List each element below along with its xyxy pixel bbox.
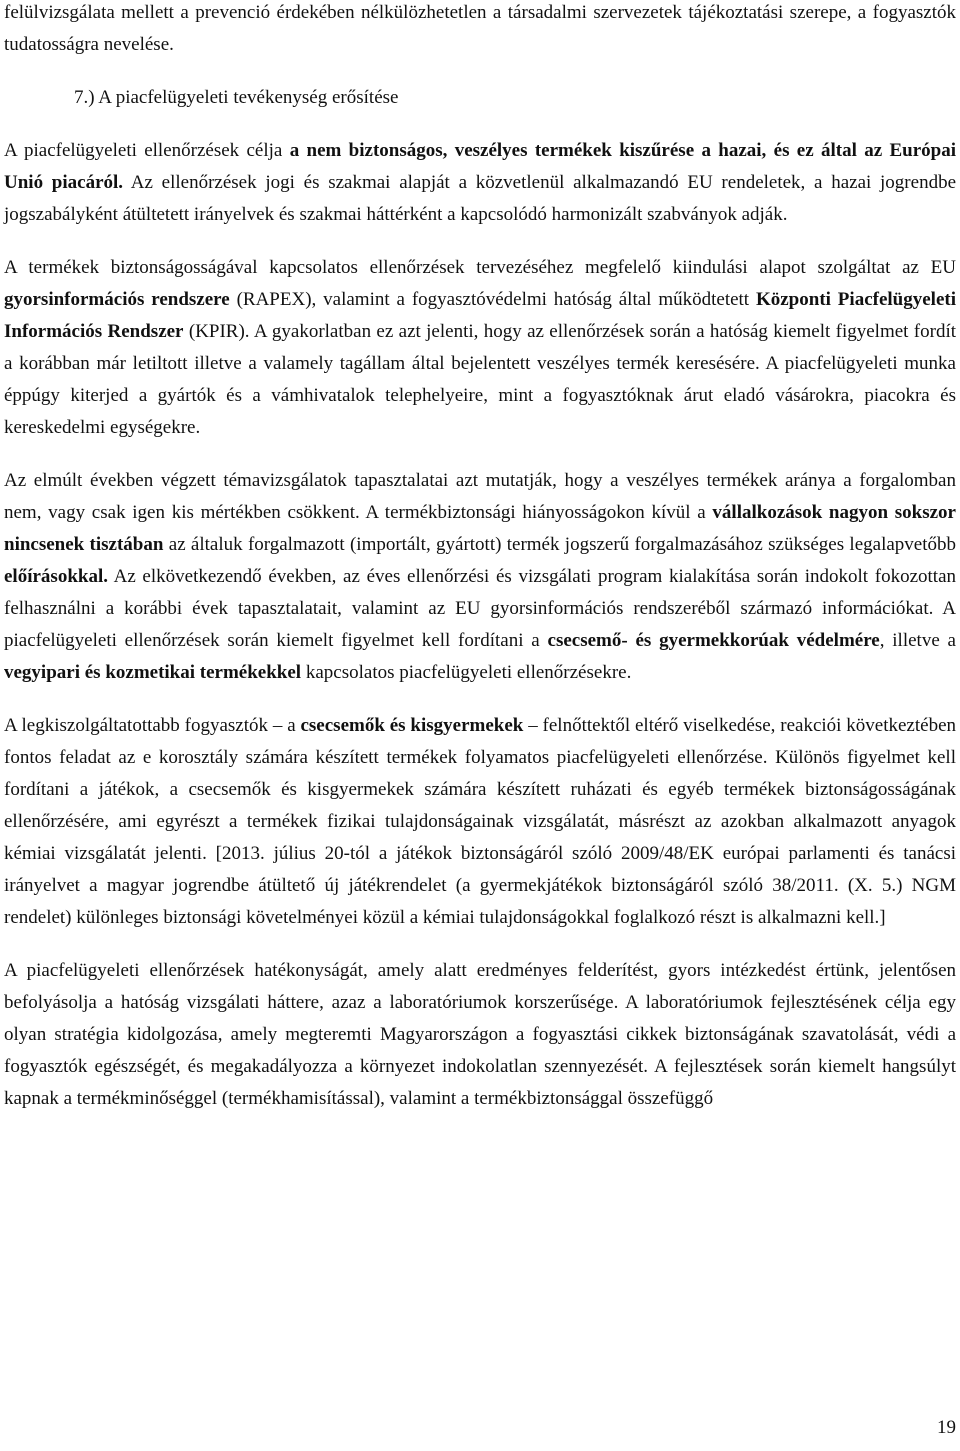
text-segment: az általuk forgalmazott (importált, gyártott) termék jogszerű forgalmazásához szükséges legalapvetőbb xyxy=(163,534,956,555)
page-number: 19 xyxy=(937,1417,956,1438)
paragraph-children-products xyxy=(4,710,956,934)
spacer xyxy=(4,61,956,82)
spacer xyxy=(4,934,956,955)
bold-segment: gyorsinformációs rendszere xyxy=(4,289,230,310)
text-segment: – felnőttektől eltérő viselkedése, reakciói következtében fontos feladat az e korosztály számára készített termékek folyamatos piacfelügyeleti ellenőrzése. Különös figyelmet kell fordítani a játékok, a csecsemők és kisgyermekek számára készített ruházati és egyéb termékek biztonságosságának ellenőrzésére, ami egyrészt a termékek fizikai tulajdonságainak vizsgálatát, másrészt az azokban alkalmazott anyagok kémiai vizsgálatát jelenti. [2013. július 20-tól a játékok biztonságáról szóló 2009/48/EK európai parlamenti és tanácsi irányelvet a magyar jogrendbe átültető új játékrendelet (a gyermekjátékok biztonságáról szóló 38/2011. (X. 5.) NGM rendelet) különleges biztonsági követelményei közül a kémiai tulajdonságokkal foglalkozó részt is alkalmazni kell.] xyxy=(4,715,956,928)
text-segment: Az ellenőrzések jogi és szakmai alapját a közvetlenül alkalmazandó EU rendeletek, a hazai jogrendbe jogszabályként átültetett irányelvek és szakmai háttérként a kapcsolódó harmonizált szabványok adják. xyxy=(4,172,957,225)
spacer xyxy=(4,689,956,710)
spacer xyxy=(4,114,956,135)
intro-paragraph xyxy=(4,0,956,61)
document-page xyxy=(4,0,956,1115)
paragraph-investigation-findings xyxy=(4,465,956,689)
paragraph-market-surveillance-goal xyxy=(4,135,956,231)
bold-segment: csecsemő- és gyermekkorúak védelmére xyxy=(547,630,880,651)
paragraph-rapex-kpir xyxy=(4,252,956,444)
intro-text: felülvizsgálata mellett a prevenció érdekében nélkülözhetetlen a társadalmi szervezetek tájékoztatási szerepe, a fogyasztók tudatosságra nevelése. xyxy=(4,2,956,55)
spacer xyxy=(4,231,956,252)
section-heading: 7.) A piacfelügyeleti tevékenység erősítése xyxy=(74,87,399,108)
spacer xyxy=(4,444,956,465)
bold-segment: csecsemők és kisgyermekek xyxy=(300,715,524,736)
text-segment: A legkiszolgáltatottabb fogyasztók – a xyxy=(4,715,301,736)
text-segment: kapcsolatos piacfelügyeleti ellenőrzésekre. xyxy=(301,662,632,683)
bold-segment: vegyipari és kozmetikai termékekkel xyxy=(4,662,302,683)
text-segment: A piacfelügyeleti ellenőrzések célja xyxy=(4,140,290,161)
text-segment: (RAPEX), valamint a fogyasztóvédelmi hatóság által működtetett xyxy=(229,289,756,310)
bold-segment: előírásokkal. xyxy=(4,566,108,587)
text-segment: Az elkövetkezendő években, az éves ellenőrzési és vizsgálati program kialakítása során indokolt fokozottan felhasználni a korábbi évek tapasztalatait, valamint az EU gyorsinformációs rendszeréből származó információkat. A piacfelügyeleti ellenőrzések során kiemelt figyelmet kell fordítani a xyxy=(4,566,956,651)
bold-segment: Központi Piacfelügyeleti Információs Rendszer xyxy=(4,289,956,342)
bold-segment: a nem biztonságos, veszélyes termékek kiszűrése a hazai, és ez által az Európai Unió piacáról. xyxy=(4,140,956,193)
bold-segment: vállalkozások nagyon sokszor nincsenek tisztában xyxy=(4,502,956,555)
text-segment: , illetve a xyxy=(879,630,956,651)
paragraph-laboratories xyxy=(4,955,956,1115)
text-segment: (KPIR). A gyakorlatban ez azt jelenti, hogy az ellenőrzések során a hatóság kiemelt figyelmet fordít a korábban már letiltott illetve a valamely tagállam által bejelentett veszélyes termék keresésére. A piacfelügyeleti munka éppúgy kiterjed a gyártók és a vámhivatalok telephelyeire, mint a fogyasztóknak árut eladó vásárokra, piacokra és kereskedelmi egységekre. xyxy=(4,321,956,438)
text-segment: A termékek biztonságosságával kapcsolatos ellenőrzések tervezéséhez megfelelő kiindulási alapot szolgáltat az EU xyxy=(4,257,956,278)
text-segment: A piacfelügyeleti ellenőrzések hatékonyságát, amely alatt eredményes felderítést, gyors intézkedést értünk, jelentősen befolyásolja a hatóság vizsgálati háttere, azaz a laboratóriumok korszerűsége. A laboratóriumok fejlesztésének célja egy olyan stratégia kidolgozása, amely megteremti Magyarországon a fogyasztási cikkek biztonságának szavatolását, védi a fogyasztók egészségét, és megakadályozza a környezet indokolatlan szennyezését. A fejlesztések során kiemelt hangsúlyt kapnak a termékminőséggel (termékhamisítással), valamint a termékbiztonsággal összefüggő xyxy=(4,960,956,1109)
text-segment: Az elmúlt években végzett témavizsgálatok tapasztalatai azt mutatják, hogy a veszélyes termékek aránya a forgalomban nem, vagy csak igen kis mértékben csökkent. A termékbiztonsági hiányosságokon kívül a xyxy=(4,470,956,523)
